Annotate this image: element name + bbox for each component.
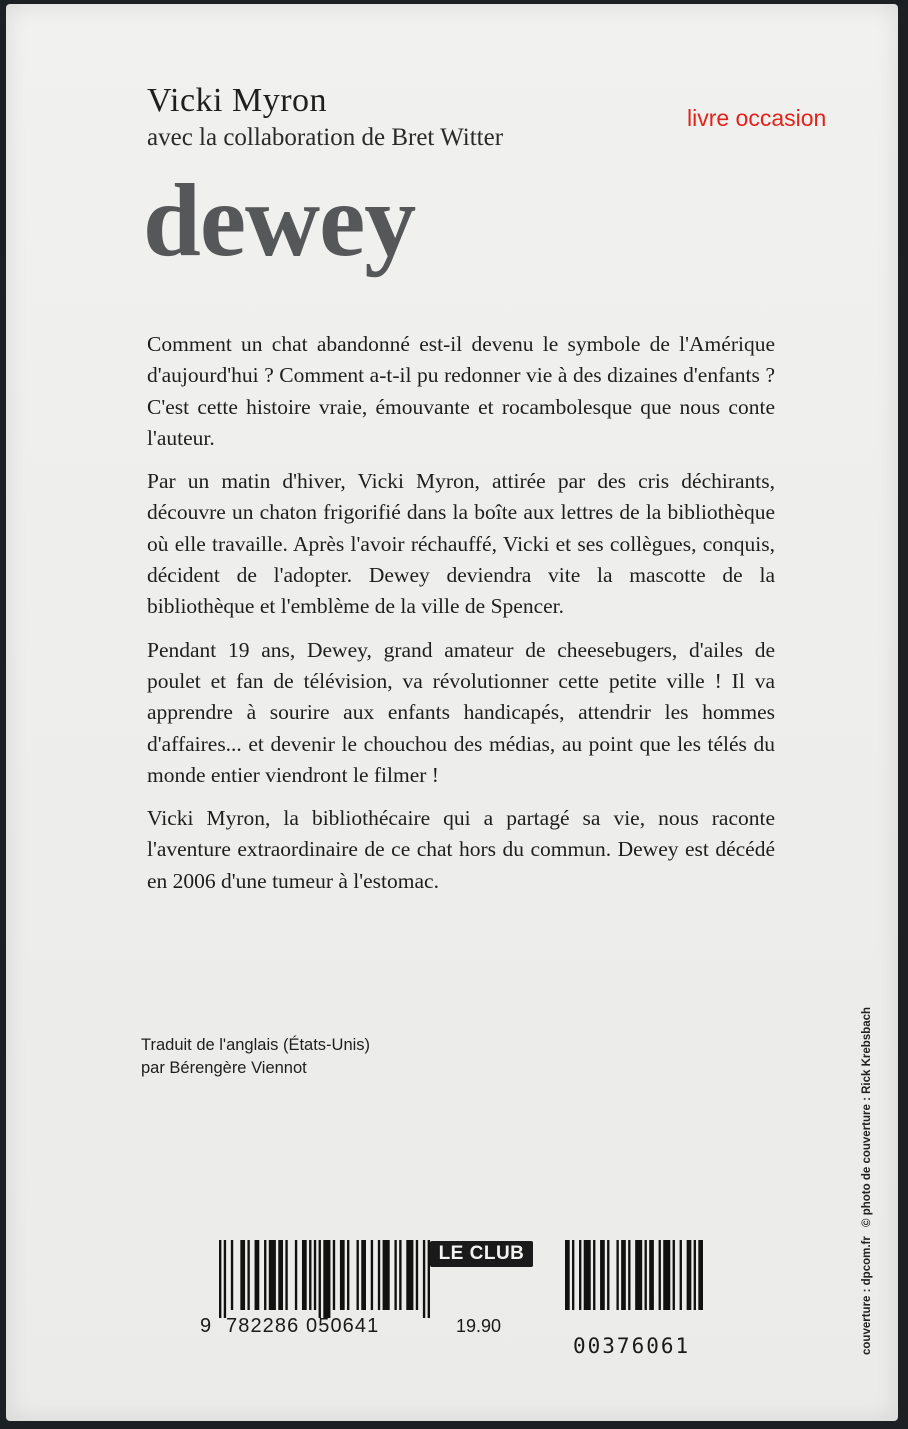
barcode-bar	[607, 1240, 609, 1310]
used-book-label: livre occasion	[687, 105, 827, 131]
barcode-bar	[600, 1240, 605, 1310]
barcode-bar	[224, 1240, 226, 1318]
barcode-bar	[416, 1240, 418, 1310]
barcode-bar	[649, 1240, 654, 1310]
cover-credits	[861, 1001, 873, 1355]
barcode-bar	[694, 1240, 696, 1310]
book-back-cover	[6, 4, 898, 1421]
barcode-bar	[584, 1240, 591, 1310]
barcode-bar	[255, 1240, 260, 1310]
translation-credit	[141, 1034, 370, 1080]
barcode-bar	[333, 1240, 335, 1310]
barcode-bar	[659, 1240, 661, 1310]
barcode-bar	[628, 1240, 630, 1310]
barcode-bar	[572, 1240, 574, 1310]
isbn-barcode-icon	[219, 1240, 430, 1318]
barcode-bar	[269, 1240, 276, 1310]
barcode-bar	[347, 1240, 349, 1310]
barcode-bar	[698, 1240, 703, 1310]
barcode-bar	[264, 1240, 266, 1310]
barcode-bar	[399, 1240, 401, 1310]
blurb-paragraph: Comment un chat abandonné est-il devenu le symbole de l'Amérique d'aujourd'hui ? Comment a-t-il pu redonner vie à des dizaines d'enfants ? C'est cette histoire vraie, émouvante et rocambolesque que nous conte l'auteur.	[147, 332, 775, 450]
book-title: dewey	[143, 163, 416, 278]
barcode-bar	[219, 1240, 221, 1318]
barcode-bar	[663, 1240, 670, 1310]
barcode-bar	[319, 1240, 321, 1318]
barcode-bar	[635, 1240, 642, 1310]
barcode-bar	[673, 1240, 675, 1310]
price: 19.90	[456, 1316, 502, 1336]
barcode-bar	[247, 1240, 249, 1310]
barcode-bar	[295, 1240, 297, 1310]
isbn-number: 782286 050641	[226, 1315, 380, 1337]
blurb-paragraph: Par un matin d'hiver, Vicki Myron, attirée par des cris déchirants, découvre un chaton frigorifié dans la boîte aux lettres de la bibliothèque où elle travaille. Après l'avoir réchauffé, Vicki et ses collègues, conquis, décident de l'adopter. Dewey deviendra vite la mascotte de la bibliothèque et l'emblème de la ville de Spencer.	[147, 469, 775, 619]
barcode-bar	[302, 1240, 307, 1310]
blurb-paragraph: Pendant 19 ans, Dewey, grand amateur de cheesebugers, d'ailes de poulet et fan de télévision, va révolutionner cette petite ville ! Il va apprendre à sourire aux enfants handicapés, attendrir les hommes d'affaires... et devenir le chouchou des médias, au point que les télés du monde entier viendront le filmer !	[147, 637, 775, 787]
blurb	[147, 329, 775, 909]
barcode-bar	[278, 1240, 283, 1310]
barcode-bar	[680, 1240, 682, 1310]
barcode-bar	[406, 1240, 413, 1310]
barcode-bar	[314, 1240, 316, 1310]
barcode-bar	[394, 1240, 396, 1310]
barcode-bar	[687, 1240, 692, 1310]
barcode-bar	[371, 1240, 373, 1310]
barcode-bar	[323, 1240, 330, 1318]
collaboration-line: avec la collaboration de Bret Witter	[147, 124, 504, 151]
isbn-first-digit: 9	[200, 1315, 212, 1337]
photo-credit: © photo de couverture : Rick Krebsbach	[861, 1006, 873, 1227]
barcode-bar	[340, 1240, 345, 1310]
translator-line: par Bérengère Viennot	[141, 1059, 307, 1077]
blurb-paragraph: Vicki Myron, la bibliothécaire qui a partagé sa vie, nous raconte l'aventure extraordinaire de ce chat hors du commun. Dewey est décédé en 2006 d'une tumeur à l'estomac.	[147, 806, 775, 893]
translation-line: Traduit de l'anglais (États-Unis)	[141, 1036, 371, 1054]
barcode-bar	[616, 1240, 618, 1310]
barcode-bar	[231, 1240, 233, 1310]
barcode-bar	[357, 1240, 359, 1310]
barcode-bar	[565, 1240, 570, 1310]
barcode-bar	[579, 1240, 581, 1310]
barcode-bar	[378, 1240, 380, 1310]
barcode-bar	[621, 1240, 626, 1310]
barcode-bar	[383, 1240, 390, 1310]
store-code: 00376061	[573, 1334, 691, 1358]
barcode-bar	[309, 1240, 311, 1310]
barcode-bar	[361, 1240, 366, 1310]
store-barcode-icon	[565, 1240, 703, 1318]
barcode-bar	[645, 1240, 647, 1310]
le-club-logo: LE CLUB	[430, 1241, 533, 1267]
barcode-bar	[423, 1240, 425, 1318]
barcode-bar	[240, 1240, 245, 1310]
author-name: Vicki Myron	[147, 82, 328, 119]
barcode-bar	[285, 1240, 287, 1310]
design-credit: couverture : dpcom.fr	[861, 1236, 873, 1355]
barcode-bar	[593, 1240, 595, 1310]
